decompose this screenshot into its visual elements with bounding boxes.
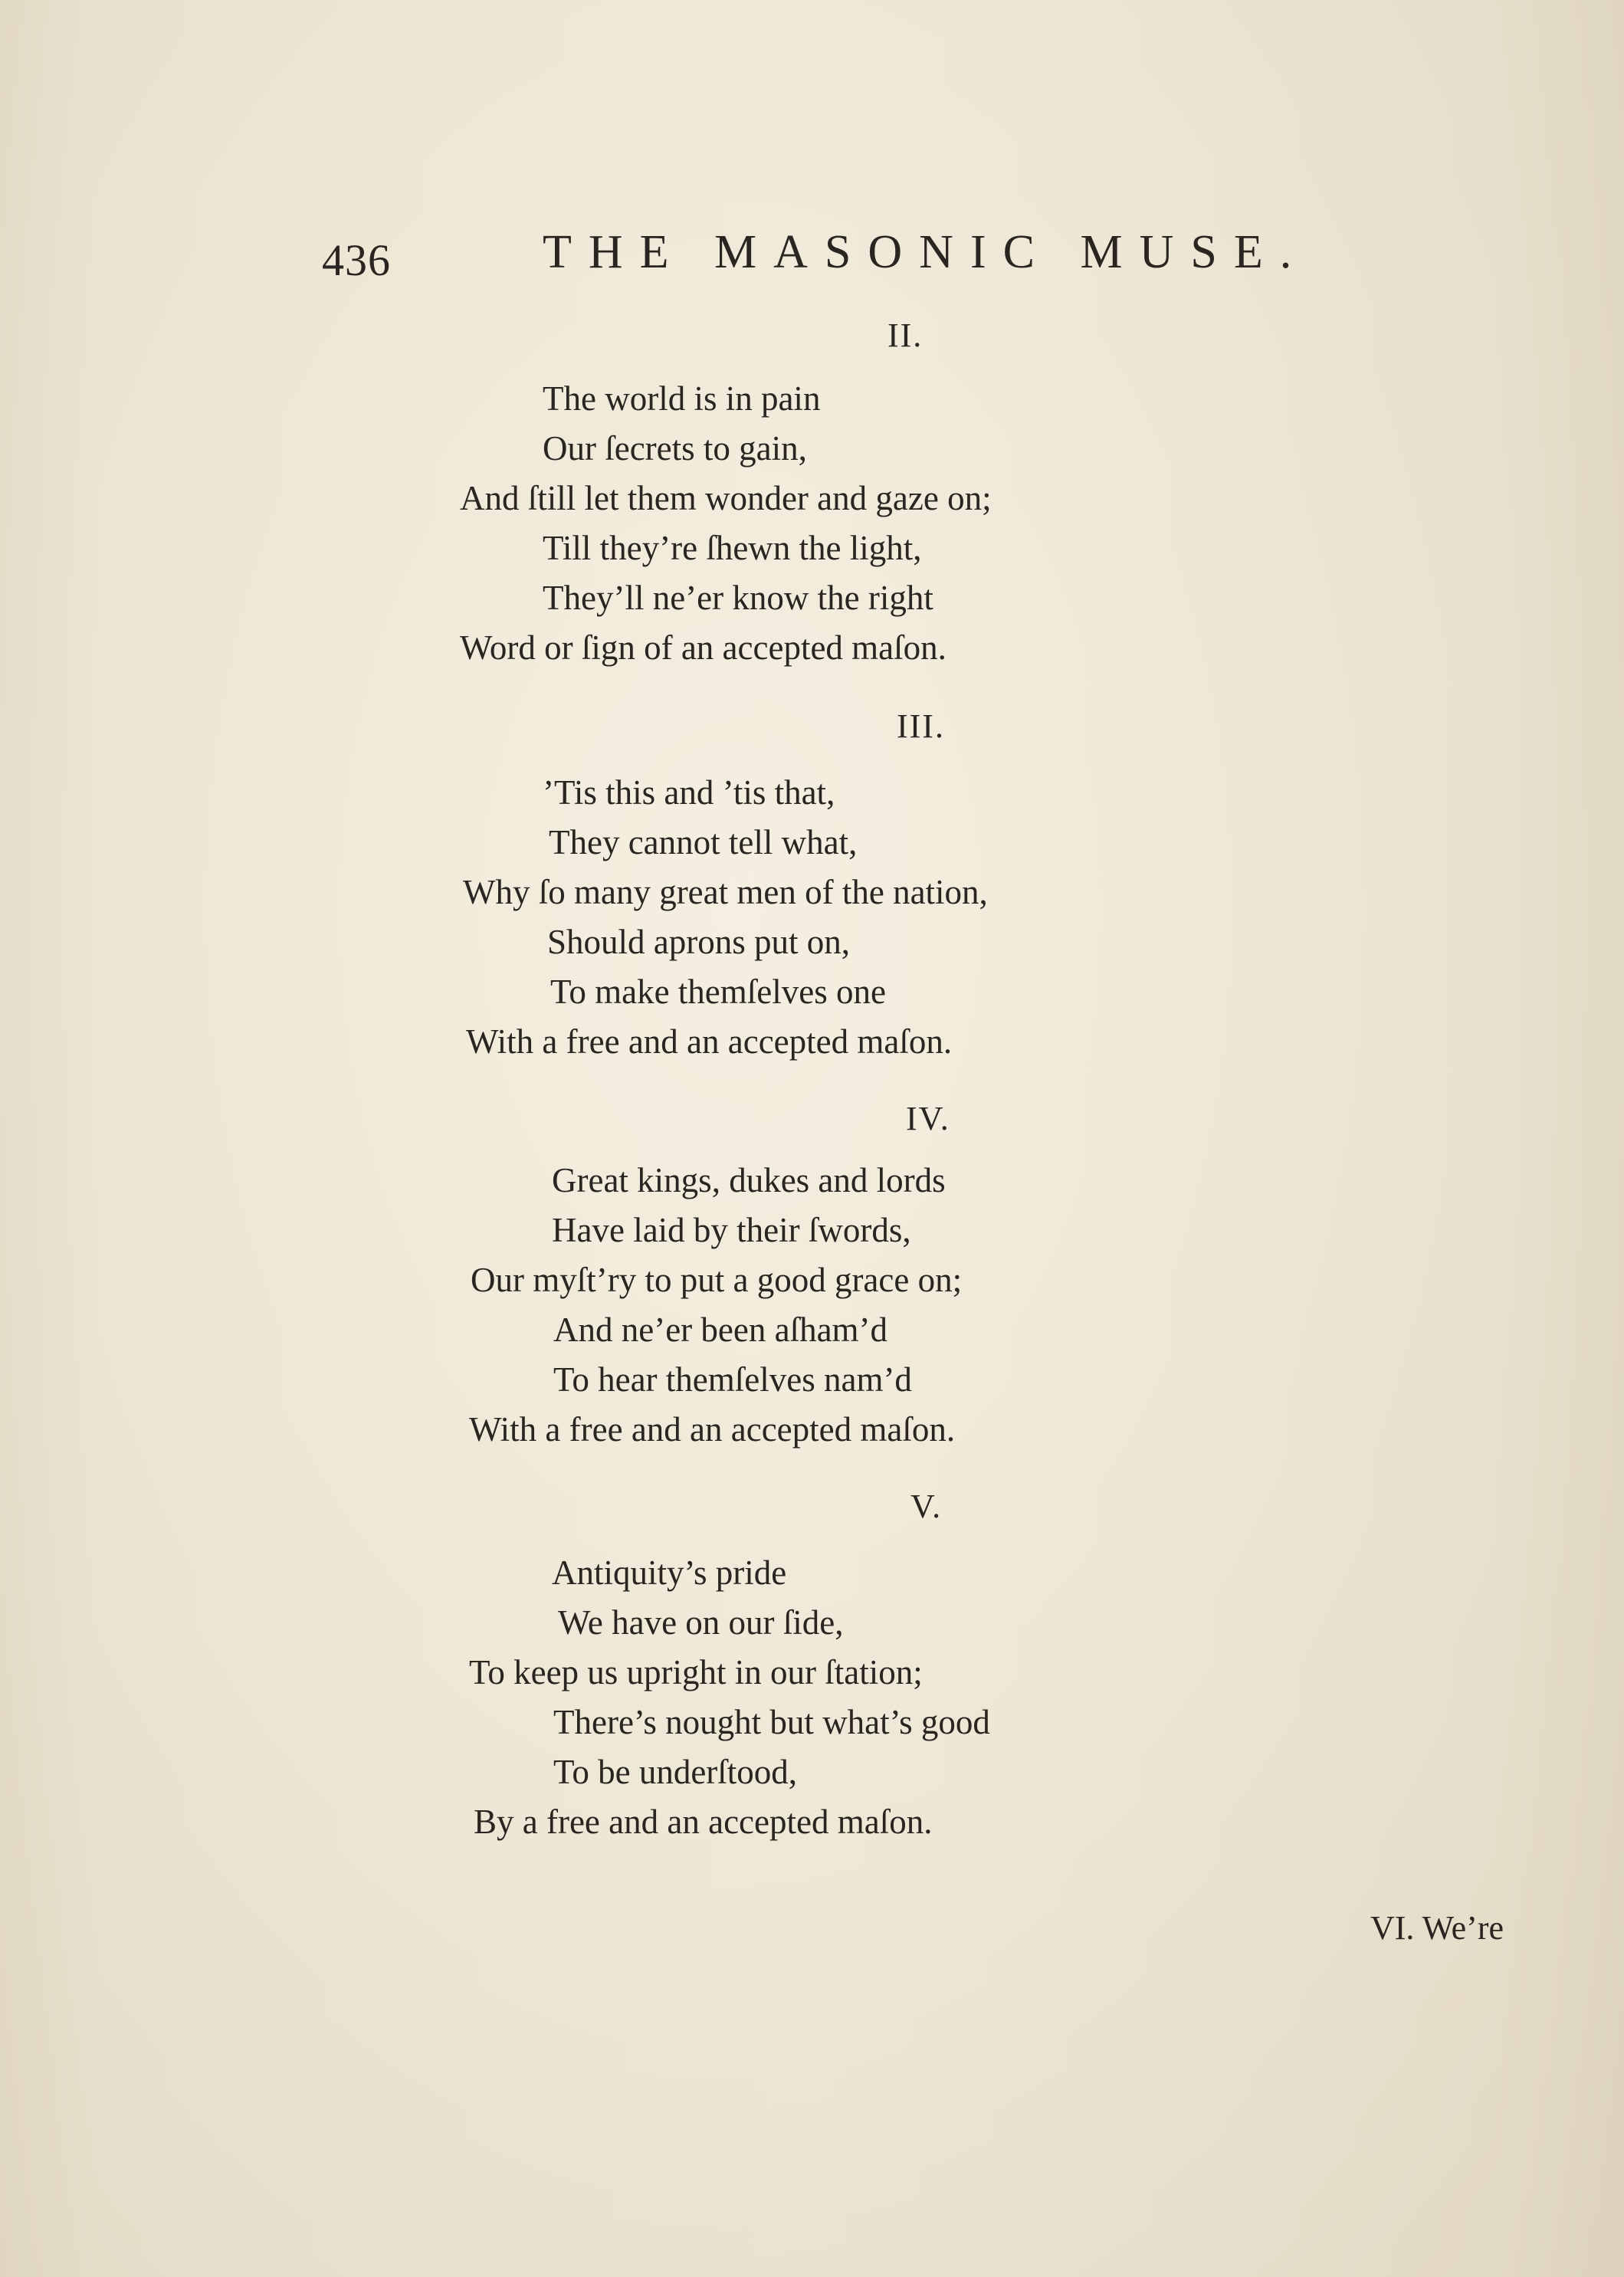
verse-line: By a free and an accepted maſon.	[474, 1803, 933, 1841]
verse-line: We have on our ſide,	[558, 1603, 844, 1642]
verse-line: To make themſelves one	[550, 973, 886, 1011]
verse-line: They cannot tell what,	[549, 823, 858, 861]
verse-line: Word or ſign of an accepted maſon.	[460, 628, 947, 667]
verse-line: Have laid by their ſwords,	[552, 1211, 911, 1249]
verse-line: Our ſecrets to gain,	[543, 429, 807, 468]
verse-line: They’ll ne’er know the right	[543, 579, 933, 617]
verse-line: There’s nought but what’s good	[553, 1703, 990, 1741]
verse-line: Our myſt’ry to put a good grace on;	[471, 1261, 963, 1299]
verse-line: And ſtill let them wonder and gaze on;	[460, 479, 992, 517]
verse-line: To be underſtood,	[553, 1753, 798, 1791]
stanza-number: III.	[897, 707, 945, 745]
verse-line: And ne’er been aſham’d	[553, 1311, 888, 1349]
running-head: THE MASONIC MUSE.	[543, 226, 1309, 278]
verse-line: Should aprons put on,	[547, 923, 851, 961]
verse-line: ’Tis this and ’tis that,	[543, 773, 835, 812]
page-number: 436	[322, 235, 391, 285]
verse-line: Great kings, dukes and lords	[552, 1161, 946, 1199]
verse-line: Antiquity’s pride	[552, 1554, 787, 1592]
stanza-number: V.	[910, 1488, 943, 1525]
stanza-number: IV.	[906, 1100, 950, 1137]
catchword: VI. We’re	[1370, 1909, 1504, 1947]
verse-line: The world is in pain	[543, 379, 821, 418]
stanza-number: II.	[887, 317, 924, 354]
verse-line: With a free and an accepted maſon.	[466, 1022, 953, 1061]
verse-line: To hear themſelves nam’d	[553, 1360, 912, 1399]
verse-line: To keep us upright in our ſtation;	[469, 1653, 923, 1691]
verse-line: Why ſo many great men of the nation,	[463, 873, 988, 911]
verse-line: Till they’re ſhewn the light,	[543, 529, 922, 567]
verse-line: With a free and an accepted maſon.	[469, 1410, 956, 1449]
